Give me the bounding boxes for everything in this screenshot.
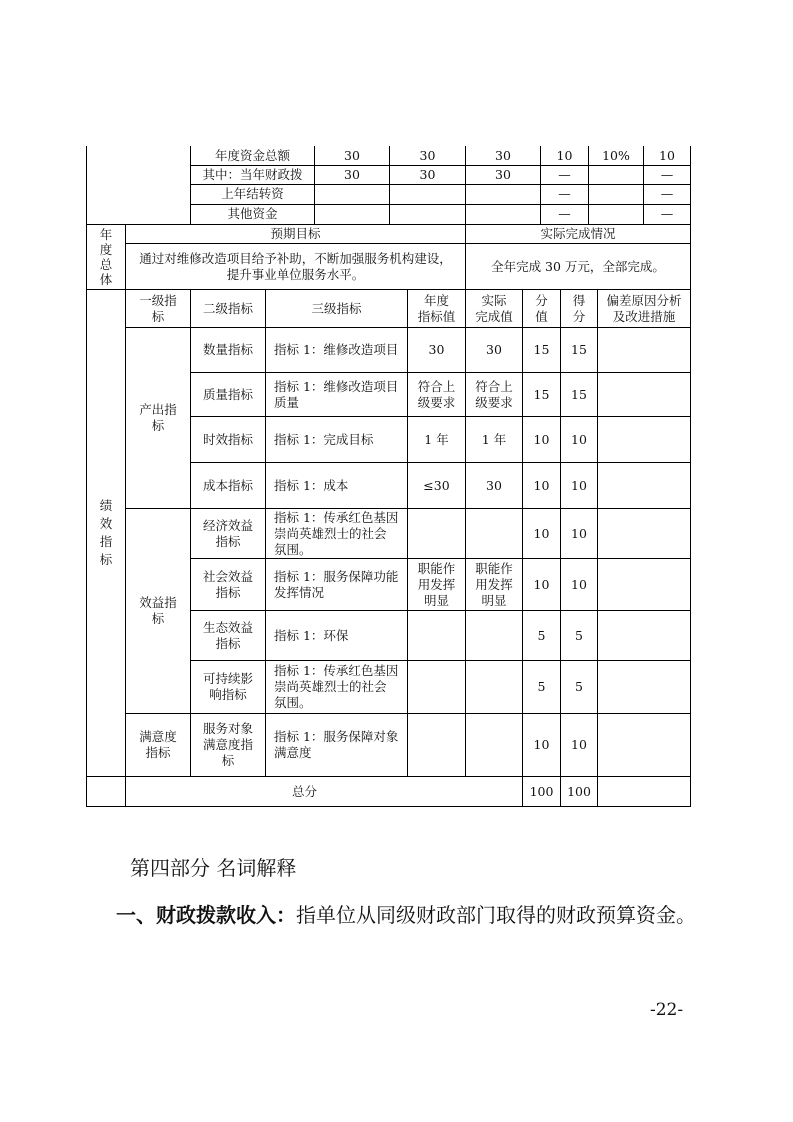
group-satisfaction: 满意度 指标 bbox=[139, 729, 177, 760]
row-level3: 指标 1：维修改造项目 bbox=[274, 342, 399, 357]
funds-row-label: 上年结转资 bbox=[221, 186, 284, 201]
row-level2: 可持续影 响指标 bbox=[202, 671, 253, 702]
funds-adjusted bbox=[390, 184, 465, 204]
row-level3: 指标 1：服务保障对象 满意度 bbox=[274, 729, 399, 760]
row-actual: 1 年 bbox=[481, 431, 507, 447]
page-number: -22- bbox=[650, 1000, 684, 1020]
row-level3: 指标 1：成本 bbox=[274, 477, 349, 493]
row-target: ≤30 bbox=[423, 477, 450, 493]
funds-budget bbox=[315, 184, 389, 204]
row-score: 10 bbox=[533, 477, 550, 493]
header-level2: 二级指标 bbox=[202, 300, 253, 316]
row-actual bbox=[466, 509, 522, 558]
funds-score: — bbox=[558, 166, 571, 182]
row-level2: 经济效益 指标 bbox=[202, 517, 253, 549]
actual-text: 全年完成 30 万元，全部完成。 bbox=[491, 258, 665, 274]
row-got: 15 bbox=[571, 386, 587, 402]
funds-rate: 10% bbox=[602, 147, 630, 163]
row-target: 30 bbox=[428, 342, 445, 357]
row-score: 10 bbox=[533, 737, 550, 752]
row-target bbox=[408, 661, 465, 713]
row-target: 1 年 bbox=[424, 431, 449, 447]
funds-adjusted: 30 bbox=[419, 147, 436, 163]
funds-adjusted: 30 bbox=[419, 166, 436, 182]
term-paragraph bbox=[116, 895, 696, 935]
row-target bbox=[408, 714, 465, 776]
row-got: 10 bbox=[571, 525, 587, 541]
section-heading: 第四部分 名词解释 bbox=[130, 856, 297, 880]
target-header: 预期目标 bbox=[270, 225, 321, 241]
row-score: 5 bbox=[537, 679, 546, 694]
header-level3: 三级指标 bbox=[311, 300, 362, 316]
row-actual bbox=[466, 611, 522, 660]
funds-rate bbox=[589, 165, 643, 184]
row-score: 5 bbox=[537, 627, 546, 643]
funds-row-label: 其他资金 bbox=[227, 206, 278, 221]
row-got: 5 bbox=[575, 627, 583, 643]
row-level3: 指标 1：服务保障功能 发挥情况 bbox=[274, 568, 399, 600]
target-text: 通过对维修改造项目给予补助，不断加强服务机构建设， 提升事业单位服务水平。 bbox=[139, 250, 452, 282]
row-got: 10 bbox=[571, 477, 587, 493]
row-score: 10 bbox=[533, 431, 550, 447]
row-level3: 指标 1：维修改造项目 质量 bbox=[274, 378, 399, 410]
row-got: 10 bbox=[571, 576, 587, 592]
funds-executed: 30 bbox=[495, 147, 511, 163]
row-target bbox=[408, 611, 465, 660]
funds-budget bbox=[315, 204, 389, 224]
header-score: 分 值 bbox=[535, 292, 548, 324]
funds-row-label: 其中：当年财政拨 bbox=[202, 166, 303, 182]
funds-rate bbox=[589, 184, 643, 204]
term-definition: 指单位从同级财政部门取得的财政预算资金。 bbox=[296, 903, 696, 927]
funds-executed bbox=[466, 204, 540, 224]
row-level2: 数量指标 bbox=[202, 342, 253, 357]
funds-score: — bbox=[558, 206, 571, 221]
row-target bbox=[408, 509, 465, 558]
funds-adjusted bbox=[390, 204, 465, 224]
row-level3: 指标 1：传承红色基因 崇尚英雄烈士的社会 氛围。 bbox=[274, 663, 399, 710]
funds-got: — bbox=[660, 166, 674, 182]
row-level3: 指标 1：环保 bbox=[274, 627, 349, 643]
row-level2: 服务对象 满意度指 标 bbox=[202, 721, 253, 768]
row-actual bbox=[466, 661, 522, 713]
funds-executed bbox=[466, 184, 540, 204]
total-label: 总分 bbox=[291, 783, 317, 799]
row-actual: 30 bbox=[486, 477, 502, 493]
row-score: 15 bbox=[533, 386, 550, 402]
row-got: 10 bbox=[571, 431, 587, 447]
row-target: 职能作 用发挥 明显 bbox=[417, 560, 456, 608]
actual-header: 实际完成情况 bbox=[540, 225, 616, 241]
row-actual bbox=[466, 714, 522, 776]
funds-rate bbox=[589, 204, 643, 224]
header-target: 年度 指标值 bbox=[417, 292, 456, 324]
funds-score: 10 bbox=[556, 147, 573, 163]
funds-got: — bbox=[660, 206, 674, 221]
funds-executed: 30 bbox=[495, 166, 511, 182]
funds-got: 10 bbox=[659, 147, 675, 163]
header-got: 得 分 bbox=[572, 292, 586, 324]
funds-budget: 30 bbox=[344, 147, 360, 163]
total-got: 100 bbox=[567, 783, 591, 799]
funds-score: — bbox=[558, 186, 571, 201]
row-score: 10 bbox=[533, 576, 550, 592]
funds-got: — bbox=[660, 186, 674, 201]
row-level3: 指标 1：完成目标 bbox=[274, 431, 374, 447]
overall-side-label: 年 度 总 体 bbox=[99, 226, 113, 287]
row-got: 5 bbox=[575, 679, 583, 694]
row-level2: 成本指标 bbox=[202, 477, 253, 493]
row-target: 符合上 级要求 bbox=[417, 378, 456, 410]
total-score: 100 bbox=[529, 783, 554, 799]
row-got: 15 bbox=[571, 342, 587, 357]
row-level2: 生态效益 指标 bbox=[202, 619, 253, 651]
row-actual: 30 bbox=[486, 342, 502, 357]
row-level3: 指标 1：传承红色基因 崇尚英雄烈士的社会 氛围。 bbox=[274, 509, 399, 557]
row-got: 10 bbox=[571, 737, 587, 752]
row-score: 10 bbox=[533, 525, 550, 541]
row-actual: 职能作 用发挥 明显 bbox=[475, 560, 513, 608]
header-deviation: 偏差原因分析 及改进措施 bbox=[606, 292, 682, 324]
funds-budget: 30 bbox=[344, 166, 360, 182]
header-actual: 实际 完成值 bbox=[475, 292, 513, 324]
header-level1: 一级指 标 bbox=[139, 292, 177, 324]
group-output: 产出指 标 bbox=[139, 402, 177, 433]
row-actual: 符合上 级要求 bbox=[475, 378, 513, 410]
term-label: 一、财政拨款收入： bbox=[116, 903, 296, 927]
funds-row-label: 年度资金总额 bbox=[214, 147, 290, 163]
indicator-side-label: 绩 效 指 标 bbox=[99, 498, 113, 567]
row-level2: 时效指标 bbox=[202, 431, 253, 447]
row-level2: 质量指标 bbox=[202, 386, 253, 402]
row-level2: 社会效益 指标 bbox=[202, 568, 253, 600]
row-score: 15 bbox=[533, 342, 550, 357]
group-benefit: 效益指 标 bbox=[139, 595, 177, 626]
